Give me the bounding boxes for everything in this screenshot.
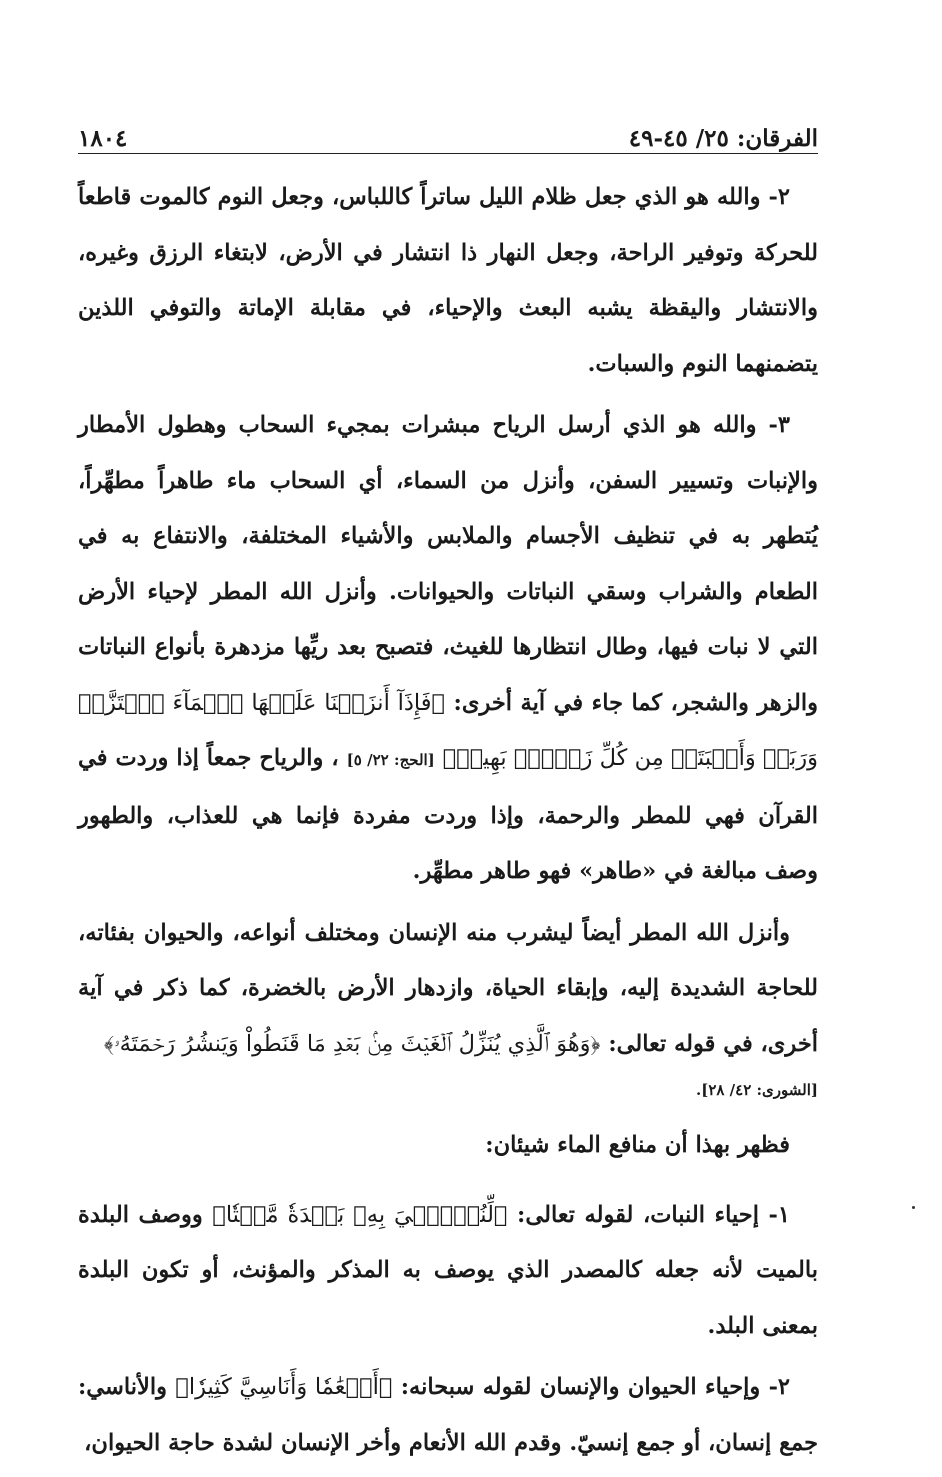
paragraph-point-2 xyxy=(78,170,818,392)
paragraph-text: ١- إحياء النبات، لقوله تعالى: xyxy=(507,1201,790,1228)
paragraph-rain xyxy=(78,906,818,1073)
paragraph-text: ، والرياح جمعاً إذا وردت في القرآن فهي للمطر والرحمة، وإذا وردت مفردة فإنما هي للعذاب، والطهور وصف مبالغة في «طاهر» فهو طاهر مطهِّر. xyxy=(78,745,818,884)
paragraph-point-3 xyxy=(78,398,818,900)
quran-verse: ﴿أَنۡعَٰمٗا وَأَنَاسِيَّ كَثِيرٗا﴾ xyxy=(175,1374,393,1400)
scan-speck xyxy=(912,1206,915,1209)
paragraph-benefit-1 xyxy=(78,1188,818,1355)
header-divider xyxy=(78,153,818,154)
paragraph-text: ٣- والله هو الذي أرسل الرياح مبشرات بمجيء السحاب وهطول الأمطار والإنبات وتسيير السفن، وأنزل من السماء، أي السحاب ماء طاهراً مطهِّراً، يُتطهر به في تنظيف الأجسام والملابس والأشياء المختلفة، والانتفاع به في الطعام والشراب وسقي النباتات والحيوانات. وأنزل الله المطر لإحياء الأرض التي لا نبات فيها، وطال انتظارها للغيث، فتصبح بعد ريِّها مزدهرة بأنواع النباتات والزهر والشجر، كما جاء في آية أخرى: xyxy=(78,412,818,716)
page-body xyxy=(78,170,818,1477)
quran-verse: ﴿لِّنُحۡـِۧيَ بِهِۦ بَلۡدَةٗ مَّيۡتٗا﴾ xyxy=(212,1201,508,1228)
page-number: ١٨٠٤ xyxy=(78,125,128,152)
paragraph-summary xyxy=(78,1118,818,1174)
chapter-reference: الفرقان: ٢٥/ ٤٥-٤٩ xyxy=(628,125,818,152)
paragraph-text: وأنزل الله المطر أيضاً ليشرب منه الإنسان ومختلف أنواعه، والحيوان بفئاته، للحاجة الشديدة إليه، وإبقاء الحياة، وازدهار الأرض بالخضرة، كما ذكر في آية أخرى، في قوله تعالى: xyxy=(78,919,818,1057)
quran-verse: ﴿وَهُوَ ٱلَّذِي يُنَزِّلُ ٱلۡغَيۡثَ مِنۢ بَعۡدِ مَا قَنَطُواْ وَيَنشُرُ رَحۡمَتَهُۥ﴾ xyxy=(104,1030,601,1057)
verse-reference: [الحج: ٢٢/ ٥] xyxy=(346,751,435,769)
verse-reference: [الشورى: ٤٢/ ٢٨]. xyxy=(696,1081,818,1099)
paragraph-text: ٢- وإحياء الحيوان والإنسان لقوله سبحانه: xyxy=(392,1374,790,1400)
paragraph-text: ووصف البلدة بالميت لأنه جعله كالمصدر الذي يوصف به المذكر والمؤنث، أو تكون البلدة بمعنى البلد. xyxy=(78,1201,818,1339)
verse-reference-line xyxy=(78,1072,818,1108)
paragraph-text: فظهر بهذا أن منافع الماء شيئان: xyxy=(485,1132,790,1158)
page-header xyxy=(78,112,818,152)
paragraph-benefit-2 xyxy=(78,1360,818,1471)
quran-verse: ﴿فَإِذَآ أَنزَلۡنَا عَلَيۡهَا ٱلۡمَآءَ ٱهۡتَزَّتۡ وَرَبَتۡ وَأَنۢبَتَتۡ مِن كُلِّ زَوۡجِۭ بَهِيجٖ﴾ xyxy=(78,689,819,771)
paragraph-text: ٢- والله هو الذي جعل ظلام الليل ساتراً كاللباس، وجعل النوم كالموت قاطعاً للحركة وتوفير الراحة، وجعل النهار ذا انتشار في الأرض، لابتغاء الرزق وغيره، والانتشار واليقظة يشبه البعث والإحياء، في مقابلة الإماتة والتوفي اللذين يتضمنهما النوم والسبات. xyxy=(78,184,818,377)
paragraph-text: والأناسي: جمع إنسان، أو جمع إنسيّ. وقدم الله الأنعام وأخر الإنسان لشدة حاجة الحيوان، xyxy=(78,1374,818,1456)
